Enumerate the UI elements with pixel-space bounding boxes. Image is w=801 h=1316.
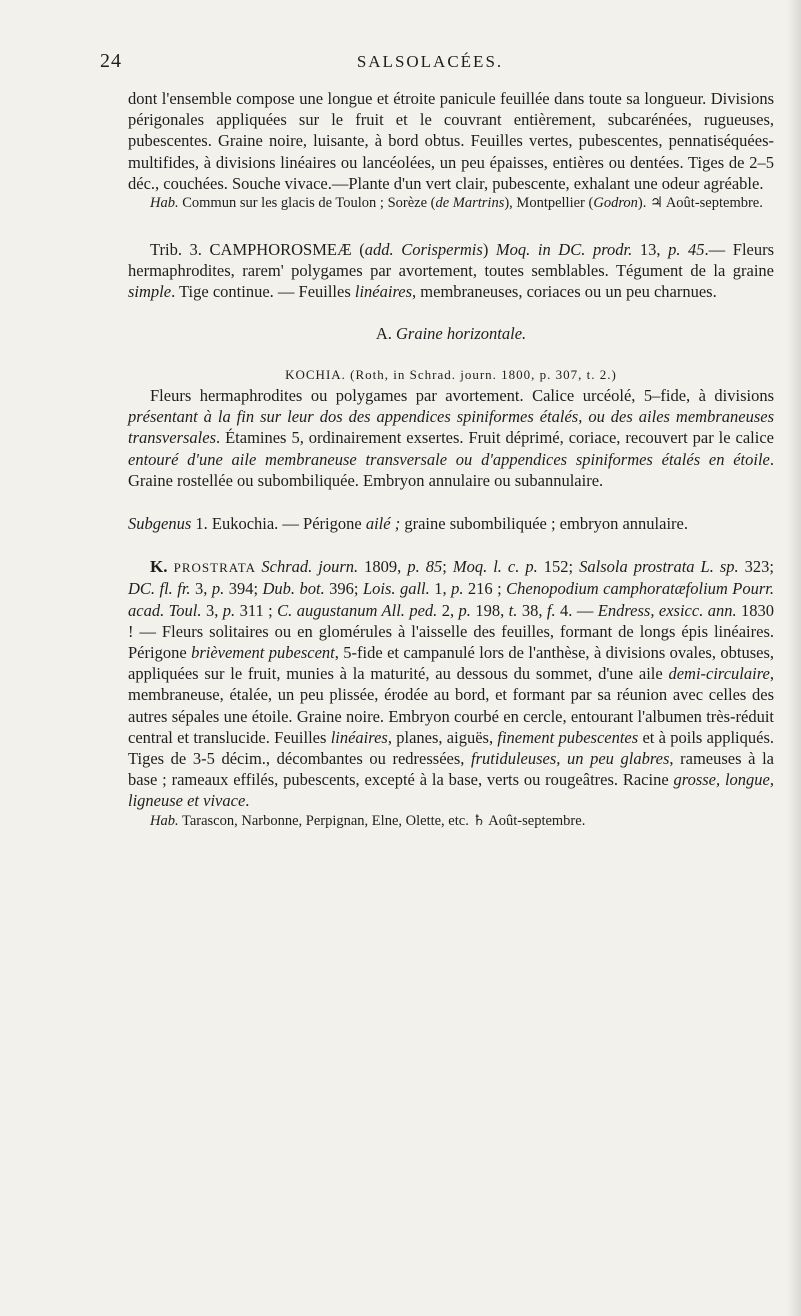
section-heading-a: A. Graine horizontale. [375, 323, 527, 343]
running-title: SALSOLACÉES. [356, 52, 504, 71]
running-head [100, 50, 760, 76]
habitat-note-1: Hab. Commun sur les glacis de Toulon ; Sorèze (de Martrins), Montpellier (Godron). ♃ Août-septembre. [150, 195, 763, 212]
species-description-prostrata: K. PROSTRATA Schrad. journ. 1809, p. 85; Moq. l. c. p. 152; Salsola prostrata L. sp. 323; DC. fl. fr. 3, p. 394; Dub. bot. 396; Lois. gall. 1, p. 216 ; Chenopodium camphoratæfolium Pourr. acad. Toul. 3, p. 311 ; C. augustanum All. ped. 2, p. 198, t. 38, f. 4. — Endress, exsicc. ann. 1830 ! — Fleurs solitaires ou en glomérules à l'aisselle des feuilles, formant de longs épis linéaires. Périgone brièvement pubescent, 5-fide et campanulé lors de l'anthèse, à divisions ovales, obtuses, appliquées sur le fruit, munies à la maturité, au dessous du sommet, d'une aile demi-circulaire, membraneuse, étalée, un peu plissée, érodée au bord, et formant par sa réunion avec celles des autres sépales une étoile. Graine noire. Embryon courbé en cercle, entourant l'albumen très-réduit central et translucide. Feuilles linéaires, planes, aiguës, finement pubescentes et à poils appliqués. Tiges de 3-5 décim., décombantes ou redressées, frutiduleuses, un peu glabres, rameuses à la base ; rameaux effilés, pubescents, excepté à la base, verts ou rougeâtres. Racine grosse, longue, ligneuse et vivace. [128, 557, 775, 811]
tribe-description: Trib. 3. CAMPHOROSMEÆ (add. Corispermis) Moq. in DC. prodr. 13, p. 45.— Fleurs hermaphrodites, rarem' polygames par avortement, toutes semblables. Tégument de la graine simple. Tige continue. — Feuilles linéaires, membraneuses, coriaces ou un peu charnues. [128, 240, 775, 302]
subgenus-description: Subgenus 1. Eukochia. — Périgone ailé ; graine subombiliquée ; embryon annulaire. [128, 514, 688, 534]
genus-heading-kochia: KOCHIA. (Roth, in Schrad. journ. 1800, p. 307, t. 2.) [285, 366, 617, 382]
page-number: 24 [100, 50, 122, 72]
text-body [128, 88, 774, 831]
genus-description-kochia: Fleurs hermaphrodites ou polygames par avortement. Calice urcéolé, 5–fide, à divisions présentant à la fin sur leur dos des appendices spiniformes étalés, ou des ailes membraneuses transversales. Étamines 5, ordinairement exsertes. Fruit déprimé, coriace, recouvert par le calice entouré d'une aile membraneuse transversale ou d'appendices spiniformes étalés en étoile. Graine rostellée ou subombiliquée. Embryon annulaire ou subannulaire. [128, 386, 774, 490]
page-edge-shadow [787, 0, 801, 1316]
habitat-note-2: Hab. Tarascon, Narbonne, Perpignan, Elne, Olette, etc. ♄ Août-septembre. [150, 812, 586, 829]
paragraph-continuation: dont l'ensemble compose une longue et étroite panicule feuillée dans toute sa longueur. Divisions périgonales appliquées sur le fruit et le couvrant entièrement, subcarénées, rugueuses, pubescentes. Graine noire, luisante, à bord obtus. Feuilles vertes, pubescentes, pennatiséquées-multifides, à divisions linéaires ou lancéolées, un peu épaisses, entières ou dentées. Tiges de 2–5 déc., couchées. Souche vivace.—Plante d'un vert clair, pubescente, exhalant une odeur agréable. [128, 89, 774, 193]
